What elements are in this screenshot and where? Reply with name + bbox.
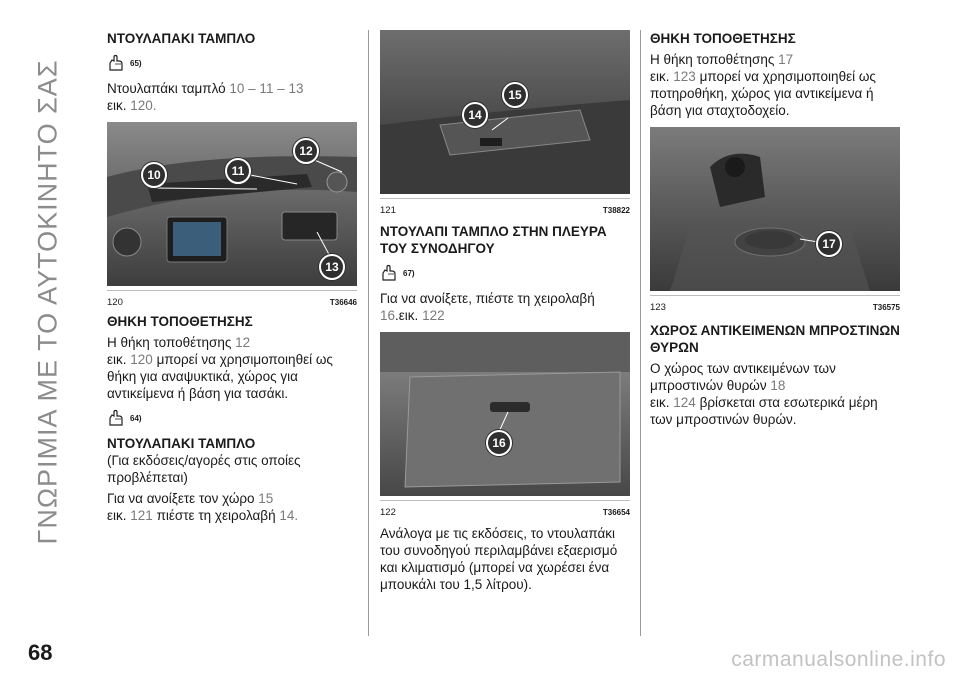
text: βρίσκεται στα εσωτερικά μέρη των μπροστινών θυρών. — [650, 395, 878, 427]
text: εικ. — [107, 508, 131, 523]
hand-warning-icon — [107, 409, 127, 427]
paragraph: Ανάλογα με τις εκδόσεις, το ντουλαπάκι του συνοδηγού περιλαμβάνει εξαερισμό και κλιματισμό (μπορεί να χωρέσει ένα μπουκάλι του 1,5 λίτρου). — [380, 526, 618, 592]
paragraph — [107, 490, 357, 524]
warning-note — [107, 53, 357, 73]
figure-120 — [107, 122, 357, 309]
figure-code: T36646 — [329, 298, 357, 307]
glovebox-illustration — [380, 332, 630, 496]
warning-ref: 65) — [130, 58, 142, 68]
column-3 — [650, 30, 900, 428]
figure-caption — [380, 198, 630, 216]
text: μπορεί να χρησιμοποιηθεί ως θήκη για αναψυκτικά, χώρος για αντικείμενα ή βάση για τασάκι. — [107, 352, 333, 401]
callout-17: 17 — [816, 231, 842, 257]
section-heading: ΝΤΟΥΛΑΠΑΚΙ ΤΑΜΠΛΟ — [107, 31, 256, 46]
text: εικ. — [650, 69, 674, 84]
callout-12: 12 — [293, 138, 319, 164]
figure-ref: 123 — [673, 69, 696, 84]
text: εικ. — [107, 352, 131, 367]
column-divider — [368, 30, 369, 636]
callout-10: 10 — [141, 162, 167, 188]
figure-number: 123 — [650, 302, 666, 313]
paragraph — [380, 290, 630, 324]
figure-caption — [380, 500, 630, 518]
figure-123 — [650, 127, 900, 314]
figure-121 — [380, 30, 630, 217]
passenger-dashboard-photo — [380, 30, 630, 194]
dashboard-illustration — [380, 30, 630, 194]
text: Η θήκη τοποθέτησης — [107, 335, 236, 350]
section-heading: ΝΤΟΥΛΑΠΑΚΙ ΤΑΜΠΛΟ — [107, 436, 256, 451]
watermark: carmanualsonline.info — [731, 648, 946, 671]
warning-ref: 64) — [130, 413, 142, 423]
section-heading: ΘΗΚΗ ΤΟΠΟΘΕΤΗΣΗΣ — [107, 314, 253, 329]
warning-note — [107, 408, 357, 428]
figure-ref: 120. — [130, 98, 157, 113]
callout-11: 11 — [225, 158, 251, 184]
ref-number: 15 — [258, 491, 274, 506]
hand-warning-icon — [380, 264, 400, 282]
warning-ref: 67) — [403, 268, 415, 278]
text: εικ. — [107, 98, 131, 113]
warning-note — [380, 263, 630, 283]
text: .εικ. — [395, 308, 423, 323]
paragraph — [107, 334, 357, 402]
ref-number: 12 — [235, 335, 251, 350]
ref-numbers: 10 – 11 – 13 — [229, 81, 304, 96]
callout-14: 14 — [462, 102, 488, 128]
paragraph — [650, 360, 900, 428]
figure-number: 121 — [380, 205, 396, 216]
figure-ref: 120 — [130, 352, 153, 367]
figure-code: T36575 — [872, 303, 900, 312]
text: εικ. — [650, 395, 674, 410]
paragraph — [650, 51, 900, 119]
ref-number: 16 — [380, 308, 396, 323]
figure-code: T38822 — [602, 206, 630, 215]
text: Για να ανοίξετε, πιέστε τη χειρολαβή — [380, 291, 595, 306]
section-heading: ΘΗΚΗ ΤΟΠΟΘΕΤΗΣΗΣ — [650, 31, 796, 46]
ref-number: 18 — [770, 378, 786, 393]
section-heading: ΧΩΡΟΣ ΑΝΤΙΚΕΙΜΕΝΩΝ ΜΠΡΟΣΤΙΝΩΝ ΘΥΡΩΝ — [650, 323, 900, 355]
figure-number: 122 — [380, 507, 396, 518]
figure-ref: 124 — [673, 395, 696, 410]
text: μπορεί να χρησιμοποιηθεί ως ποτηροθήκη, χώρος για αντικείμενα ή βάση για σταχτοδοχείο. — [650, 69, 876, 118]
callout-16: 16 — [486, 430, 512, 456]
chapter-title-text: ΓΝΩΡΙΜΙΑ ΜΕ ΤΟ ΑΥΤΟΚΙΝΗΤΟ ΣΑΣ — [32, 59, 63, 545]
text: Για να ανοίξετε τον χώρο — [107, 491, 259, 506]
text: Ντουλαπάκι ταμπλό — [107, 81, 230, 96]
figure-ref: 121 — [130, 508, 153, 523]
ref-number: 17 — [778, 52, 794, 67]
text: Ο χώρος των αντικειμένων των μπροστινών θυρών — [650, 361, 836, 393]
page-number: 68 — [28, 640, 53, 665]
figure-code: T36654 — [602, 508, 630, 517]
figure-ref: 122 — [422, 308, 445, 323]
ref-number: 14. — [279, 508, 299, 523]
figure-122 — [380, 332, 630, 519]
figure-caption — [650, 295, 900, 313]
callout-15: 15 — [502, 82, 528, 108]
chapter-side-title — [20, 22, 76, 582]
column-2 — [380, 30, 630, 593]
text: πιέστε τη χειρολαβή — [152, 508, 280, 523]
column-1 — [107, 30, 357, 524]
column-divider — [640, 30, 641, 636]
paragraph: (Για εκδόσεις/αγορές στις οποίες προβλέπεται) — [107, 453, 301, 485]
cupholder-photo — [650, 127, 900, 291]
dashboard-photo — [107, 122, 357, 286]
hand-warning-icon — [107, 54, 127, 72]
figure-caption — [107, 290, 357, 308]
callout-13: 13 — [319, 254, 345, 280]
glovebox-photo — [380, 332, 630, 496]
paragraph — [107, 80, 357, 114]
cupholder-illustration — [650, 127, 900, 291]
figure-number: 120 — [107, 297, 123, 308]
section-heading: ΝΤΟΥΛΑΠΙ ΤΑΜΠΛΟ ΣΤΗΝ ΠΛΕΥΡΑ ΤΟΥ ΣΥΝΟΔΗΓΟΥ — [380, 224, 607, 256]
text: Η θήκη τοποθέτησης — [650, 52, 779, 67]
